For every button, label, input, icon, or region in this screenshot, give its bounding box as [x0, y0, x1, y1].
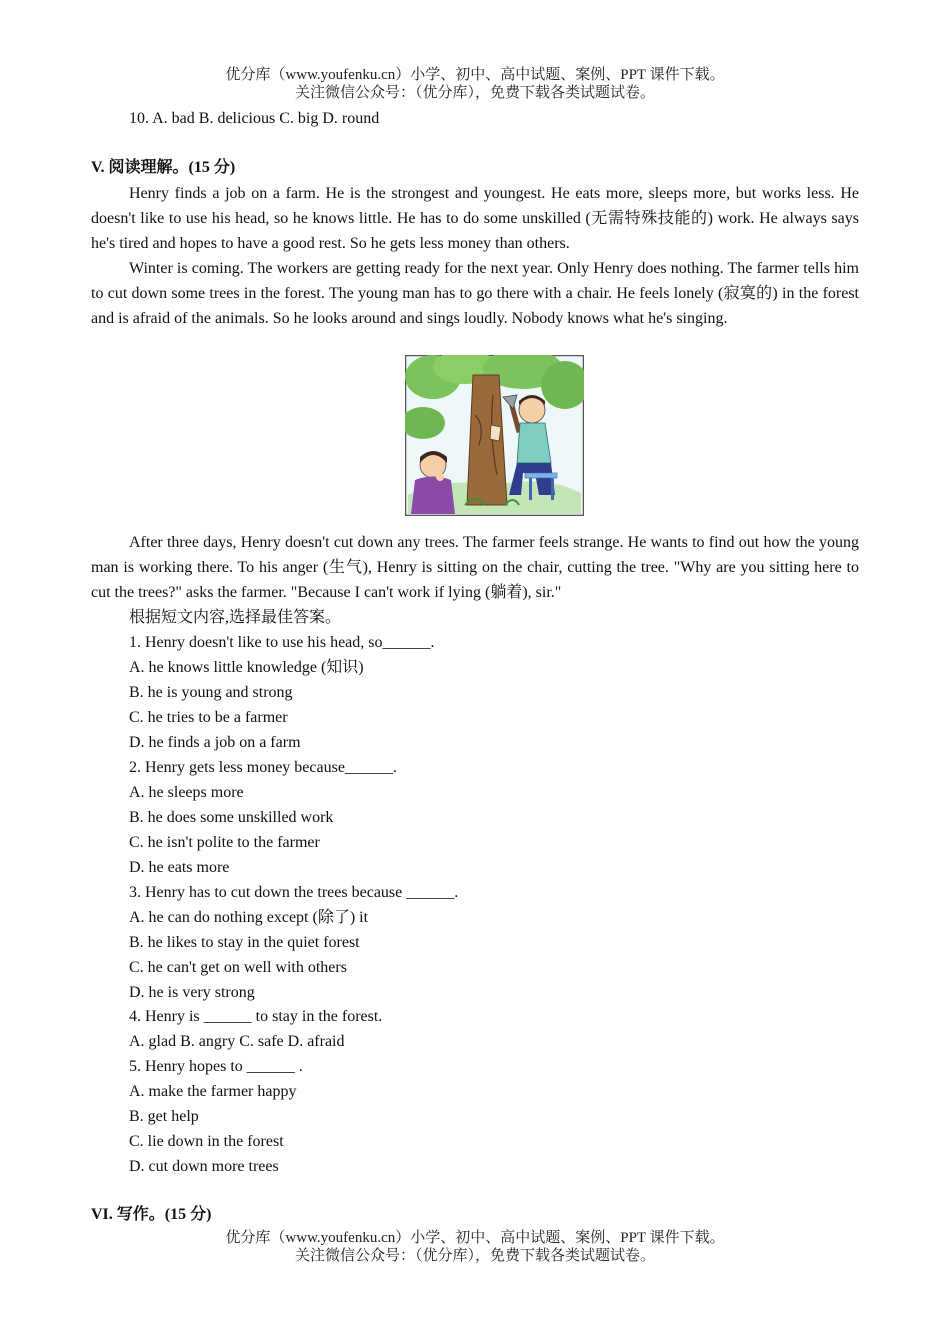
question-3-option-a: A. he can do nothing except (除了) it [129, 909, 369, 926]
question-3-option-c: C. he can't get on well with others [129, 959, 347, 976]
question-4-stem: 4. Henry is ______ to stay in the forest. [129, 1008, 383, 1025]
question-2-option-b: B. he does some unskilled work [129, 809, 334, 826]
question-1-option-d: D. he finds a job on a farm [129, 734, 301, 751]
passage-paragraph-3: After three days, Henry doesn't cut down any trees. The farmer feels strange. He wants to find out how the young man is working there. To his anger (生气), Henry is sitting on the chair, cutting the tree. "Why are you sitting here to cut the trees?" asks the farmer. "Because I can't work if lying (躺着), sir." [91, 534, 859, 601]
footer-line-1: 优分库（www.youfenku.cn）小学、初中、高中试题、案例、PPT 课件下载。 [225, 1230, 725, 1246]
question-1-stem: 1. Henry doesn't like to use his head, so______. [129, 634, 435, 651]
question-5-option-b: B. get help [129, 1108, 199, 1125]
question-4-options: A. glad B. angry C. safe D. afraid [129, 1033, 345, 1050]
question-3-option-d: D. he is very strong [129, 984, 255, 1001]
passage-paragraph-2: Winter is coming. The workers are getting ready for the next year. Only Henry does nothing. The farmer tells him to cut down some trees in the forest. The young man has to go there with a chair. He feels lonely (寂寞的) in the forest and is afraid of the animals. So he looks around and sings loudly. Nobody knows what he's singing. [91, 260, 859, 327]
section-6-title: VI. 写作。(15 分) [91, 1206, 212, 1223]
question-2-stem: 2. Henry gets less money because______. [129, 759, 397, 776]
illustration-henry-cutting-tree [405, 355, 584, 516]
reading-instruction: 根据短文内容,选择最佳答案。 [129, 609, 342, 626]
question-3-option-b: B. he likes to stay in the quiet forest [129, 934, 360, 951]
question-5-option-d: D. cut down more trees [129, 1158, 279, 1175]
question-3-stem: 3. Henry has to cut down the trees because ______. [129, 884, 459, 901]
footer-line-2: 关注微信公众号：（优分库），免费下载各类试题试卷。 [294, 1248, 655, 1264]
question-5-option-c: C. lie down in the forest [129, 1133, 284, 1150]
question-1-option-a: A. he knows little knowledge (知识) [129, 659, 364, 676]
section-5-title: V. 阅读理解。(15 分) [91, 159, 236, 176]
page-header [0, 66, 950, 102]
previous-question-options: 10. A. bad B. delicious C. big D. round [129, 110, 380, 127]
question-1-option-c: C. he tries to be a farmer [129, 709, 288, 726]
question-2-option-d: D. he eats more [129, 859, 230, 876]
header-line-2: 关注微信公众号：（优分库），免费下载各类试题试卷。 [294, 85, 655, 101]
header-line-1: 优分库（www.youfenku.cn）小学、初中、高中试题、案例、PPT 课件下载。 [225, 67, 725, 83]
question-5-stem: 5. Henry hopes to ______ . [129, 1058, 303, 1075]
question-2-option-c: C. he isn't polite to the farmer [129, 834, 320, 851]
page-footer [0, 1229, 950, 1265]
question-1-option-b: B. he is young and strong [129, 684, 293, 701]
passage-paragraph-1: Henry finds a job on a farm. He is the strongest and youngest. He eats more, sleeps more, but works less. He doesn't like to use his head, so he knows little. He has to do some unskilled (无需特殊技能的) work. He always says he's tired and hopes to have a good rest. So he gets less money than others. [91, 185, 859, 252]
question-2-option-a: A. he sleeps more [129, 784, 244, 801]
question-5-option-a: A. make the farmer happy [129, 1083, 297, 1100]
